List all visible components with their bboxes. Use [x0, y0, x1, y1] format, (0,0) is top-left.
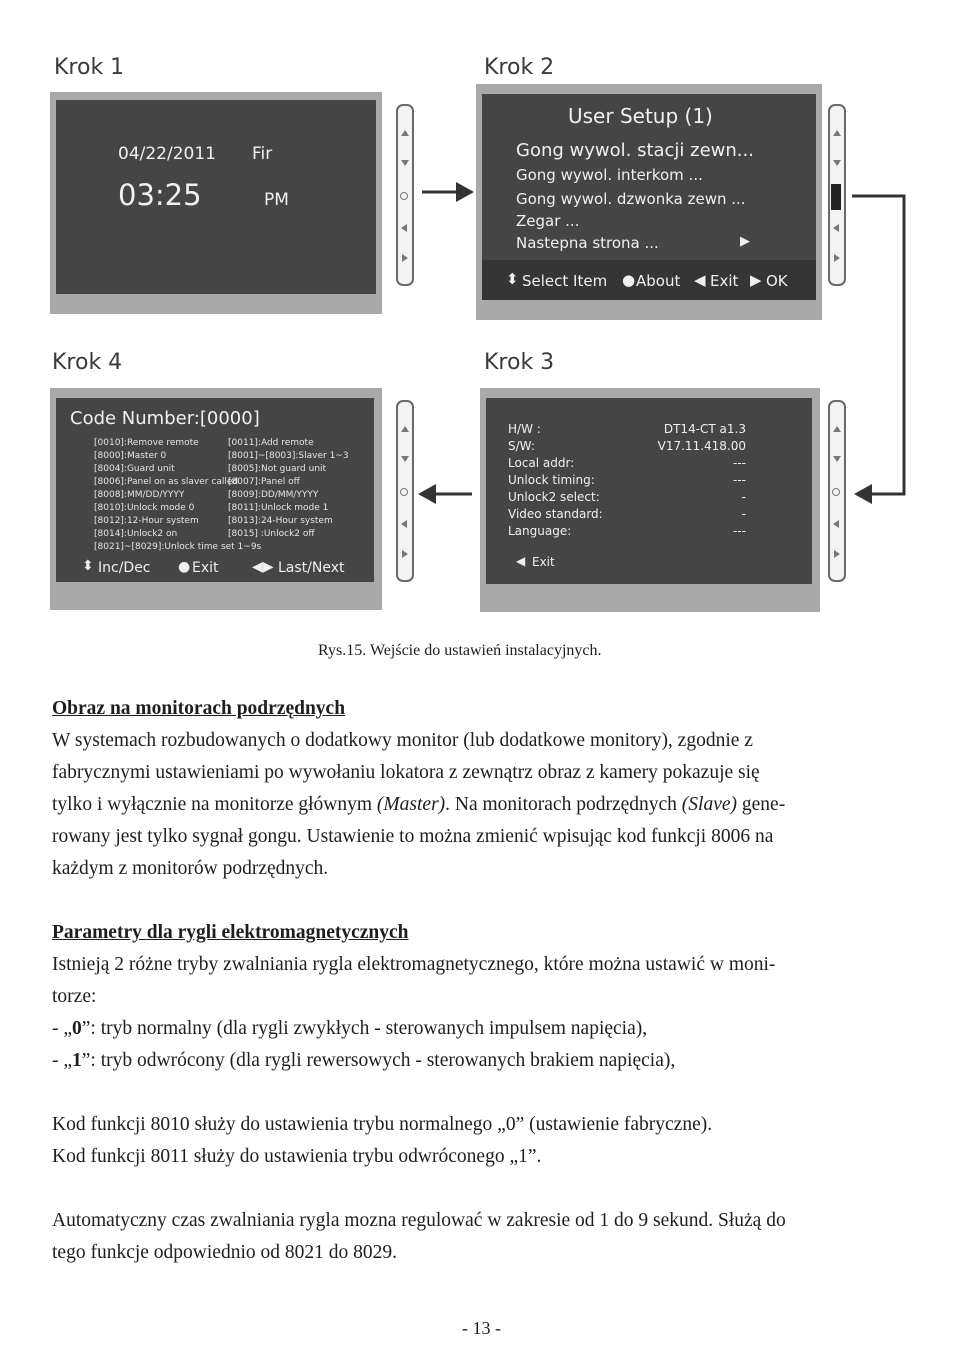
code-right: [0011]:Add remote	[228, 438, 314, 448]
code-left: [8008]:MM/DD/YYYY	[94, 490, 185, 500]
code-left: [8014]:Unlock2 on	[94, 529, 178, 539]
next-page-icon: ▶	[740, 234, 750, 249]
exit-label: Exit	[532, 555, 555, 569]
step-2-label: Krok 2	[484, 55, 555, 80]
info-key: Video standard:	[508, 507, 603, 521]
info-value: -	[741, 490, 746, 504]
clock-ampm: PM	[264, 190, 289, 210]
info-key: Local addr:	[508, 456, 575, 470]
step-1-label: Krok 1	[54, 55, 125, 80]
code-right: [8013]:24-Hour system	[228, 516, 333, 526]
down-icon	[833, 456, 841, 462]
pressed-button-icon	[831, 184, 841, 210]
text-span: ”: tryb normalny (dla rygli zwykłych - sterowanych impulsem napięcia),	[81, 1018, 648, 1039]
paragraph-line: każdym z monitorów podrzędnych.	[52, 858, 329, 879]
screen-step-1	[50, 92, 382, 314]
paragraph-line: Kod funkcji 8010 służy do ustawienia trybu normalnego „0” (ustawienie fabryczne).	[52, 1114, 713, 1135]
up-icon	[833, 130, 841, 136]
code-left: [8012]:12-Hour system	[94, 516, 199, 526]
text-span: - „	[52, 1050, 73, 1071]
user-setup-footer	[482, 260, 816, 300]
slave-term: (Slave)	[681, 794, 738, 815]
paragraph-line: torze:	[52, 986, 97, 1007]
text-span: ”: tryb odwrócony (dla rygli rewersowych - sterowanych brakiem napięcia),	[81, 1050, 676, 1071]
arrow-left-icon	[418, 474, 472, 514]
left-icon	[401, 520, 407, 528]
updown-icon: ⬍	[506, 270, 519, 288]
menu-item: Gong wywol. interkom ...	[516, 166, 703, 184]
last-next-label: Last/Next	[278, 560, 345, 576]
code-left: [8006]:Panel on as slaver called	[94, 477, 239, 487]
side-buttons-3	[828, 400, 846, 582]
code-number-footer	[56, 556, 374, 582]
ok-label: OK	[766, 272, 788, 290]
arrow-right-icon	[422, 172, 474, 212]
paragraph-line: fabrycznymi ustawieniami po wywołaniu lokatora z zewnątrz obraz z kamery pokazuje się	[52, 762, 760, 783]
info-value: DT14-CT a1.3	[663, 422, 746, 436]
text-span: - „	[52, 1018, 73, 1039]
page-number: - 13 -	[462, 1318, 501, 1338]
screen-step-4	[50, 388, 382, 610]
leftright-icon: ◀▶	[252, 559, 274, 575]
info-key: Language:	[508, 524, 572, 538]
clock-time: 03:25	[118, 178, 202, 212]
right-icon	[402, 550, 408, 558]
clock-display	[56, 100, 376, 294]
exit-label: Exit	[710, 272, 739, 290]
code-right: [8009]:DD/MM/YYYY	[228, 490, 319, 500]
text-span: . Na monitorach podrzędnych	[445, 794, 682, 815]
menu-item: Zegar ...	[516, 212, 580, 230]
section-heading: Obraz na monitorach podrzędnych	[52, 698, 346, 719]
menu-item: Nastepna strona ...	[516, 234, 659, 252]
left-icon	[833, 520, 839, 528]
menu-item: Gong wywol. stacji zewn...	[516, 140, 754, 161]
updown-icon: ⬍	[82, 558, 94, 574]
down-icon	[833, 160, 841, 166]
info-value: ---	[733, 524, 746, 538]
code-number-display	[56, 398, 374, 582]
code-right: [8001]~[8003]:Slaver 1~3	[228, 451, 349, 461]
paragraph-line: Kod funkcji 8011 służy do ustawienia trybu odwróconego „1”.	[52, 1146, 542, 1167]
dot-icon: ●	[622, 271, 636, 289]
info-value: -	[741, 507, 746, 521]
exit-label: Exit	[192, 560, 219, 576]
circle-icon	[400, 192, 408, 200]
code-right: [8011]:Unlock mode 1	[228, 503, 329, 513]
paragraph-line: W systemach rozbudowanych o dodatkowy monitor (lub dodatkowe monitory), zgodnie z	[52, 730, 753, 751]
up-icon	[833, 426, 841, 432]
screen-step-2	[476, 84, 822, 320]
step-4-label: Krok 4	[52, 350, 123, 375]
section-heading: Parametry dla rygli elektromagnetycznych	[52, 922, 409, 943]
menu-item: Gong wywol. dzwonka zewn ...	[516, 190, 746, 208]
clock-date: 04/22/2011	[118, 144, 216, 164]
select-item-label: Select Item	[522, 272, 608, 290]
left-icon	[401, 224, 407, 232]
screen-step-3	[480, 388, 820, 612]
inc-dec-label: Inc/Dec	[98, 560, 151, 576]
circle-icon	[832, 488, 840, 496]
text-span: gene-	[737, 794, 786, 815]
master-term: (Master)	[376, 794, 446, 815]
paragraph-line: rowany jest tylko sygnał gongu. Ustawienie to można zmienić wpisując kod funkcji 8006 na	[52, 826, 774, 847]
paragraph-line	[52, 794, 785, 816]
mode-value: 0	[72, 1018, 82, 1039]
figure-caption: Rys.15. Wejście do ustawień instalacyjnych.	[318, 642, 602, 659]
up-icon	[401, 426, 409, 432]
left-icon	[833, 224, 839, 232]
paragraph-line: tego funkcje odpowiednio od 8021 do 8029.	[52, 1242, 397, 1263]
down-icon	[401, 456, 409, 462]
system-info-display	[486, 398, 812, 584]
code-right: [8015] :Unlock2 off	[228, 529, 315, 539]
down-icon	[401, 160, 409, 166]
right-arrow-icon: ▶	[750, 271, 762, 289]
list-item	[52, 1050, 675, 1072]
info-key: H/W :	[508, 422, 541, 436]
user-setup-display	[482, 94, 816, 300]
left-arrow-icon: ◀	[694, 271, 706, 289]
code-left: [8021]~[8029]:Unlock time set 1~9s	[94, 542, 262, 552]
right-icon	[834, 254, 840, 262]
mode-value: 1	[72, 1050, 82, 1071]
right-icon	[834, 550, 840, 558]
about-label: About	[636, 272, 681, 290]
side-buttons-1	[396, 104, 414, 286]
info-value: ---	[733, 473, 746, 487]
info-value: V17.11.418.00	[657, 439, 746, 453]
clock-day: Fir	[252, 144, 273, 164]
paragraph-line: Istnieją 2 różne tryby zwalniania rygla elektromagnetycznego, które można ustawić w moni-	[52, 954, 776, 975]
circle-icon	[400, 488, 408, 496]
connector-arrow-icon	[850, 190, 910, 510]
code-number-title: Code Number:[0000]	[70, 408, 260, 429]
text-span: tylko i wyłącznie na monitorze głównym	[52, 794, 377, 815]
code-left: [0010]:Remove remote	[94, 438, 199, 448]
code-right: [8005]:Not guard unit	[228, 464, 327, 474]
dot-icon: ●	[178, 559, 191, 575]
side-buttons-4	[396, 400, 414, 582]
code-right: [8007]:Panel off	[228, 477, 300, 487]
info-key: Unlock timing:	[508, 473, 595, 487]
code-left: [8004]:Guard unit	[94, 464, 175, 474]
code-left: [8010]:Unlock mode 0	[94, 503, 195, 513]
left-arrow-icon: ◀	[516, 554, 526, 568]
info-value: ---	[733, 456, 746, 470]
right-icon	[402, 254, 408, 262]
side-buttons-2	[828, 104, 846, 286]
info-key: S/W:	[508, 439, 535, 453]
up-icon	[401, 130, 409, 136]
code-left: [8000]:Master 0	[94, 451, 167, 461]
paragraph-line: Automatyczny czas zwalniania rygla mozna regulować w zakresie od 1 do 9 sekund. Służą do	[52, 1210, 786, 1231]
list-item	[52, 1018, 647, 1040]
info-key: Unlock2 select:	[508, 490, 600, 504]
step-3-label: Krok 3	[484, 350, 555, 375]
user-setup-title: User Setup (1)	[568, 104, 713, 128]
